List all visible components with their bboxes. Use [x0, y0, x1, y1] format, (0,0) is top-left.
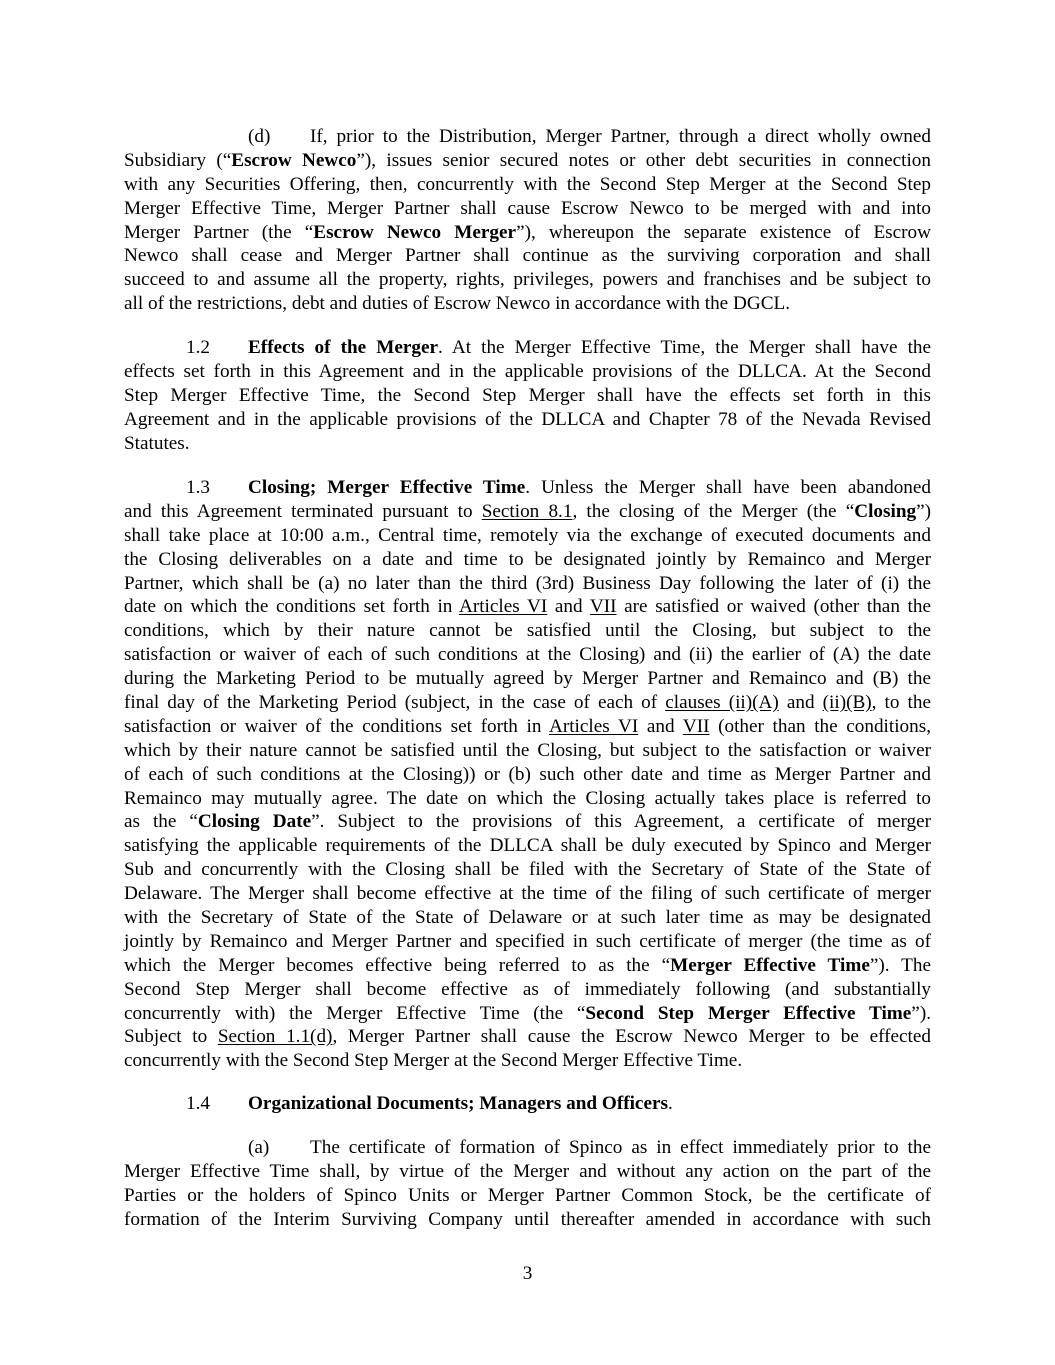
- text-line: with the Secretary of State of the State of Delaware or at such later time as may be designated: [124, 907, 931, 929]
- defined-term: Second Step Merger Effective Time: [585, 1002, 912, 1024]
- section-heading: Organizational Documents; Managers and Officers: [248, 1093, 668, 1114]
- text-line: conditions, which by their nature cannot be satisfied until the Closing, but subject to the: [124, 620, 931, 642]
- text-line: Newco shall cease and Merger Partner shall continue as the surviving corporation and shall: [124, 245, 931, 267]
- page-number: 3: [522, 1263, 533, 1284]
- text-line: Second Step Merger shall become effective as of immediately following (and substantially: [124, 978, 931, 1000]
- text-line: which by their nature cannot be satisfied until the Closing, but subject to the satisfaction or waiver: [124, 739, 931, 761]
- text-line: 1.3 Closing; Merger Effective Time. Unless the Merger shall have been abandoned: [186, 477, 932, 498]
- cross-reference-link[interactable]: Articles VI: [458, 596, 548, 618]
- text-line: Parties or the holders of Spinco Units or Merger Partner Common Stock, be the certificate of: [124, 1184, 931, 1206]
- cross-reference-link[interactable]: Section 1.1(d): [217, 1026, 333, 1048]
- text-line: (d) If, prior to the Distribution, Merger Partner, through a direct wholly owned: [248, 126, 931, 147]
- text-line: succeed to and assume all the property, rights, privileges, powers and franchises and be subject to: [124, 269, 931, 291]
- text-line: during the Marketing Period to be mutually agreed by Merger Partner and Remainco and (B) the: [124, 668, 931, 690]
- text-line: Merger Partner (the “Escrow Newco Merger”), whereupon the separate existence of Escrow: [124, 221, 932, 243]
- defined-term: Escrow Newco: [231, 149, 357, 171]
- text-line: satisfying the applicable requirements of the DLLCA shall be duly executed by Spinco and Merger: [124, 835, 931, 857]
- text-line: with any Securities Offering, then, concurrently with the Second Step Merger at the Second Step: [124, 173, 931, 195]
- text-line: Step Merger Effective Time, the Second Step Merger shall have the effects set forth in this: [124, 384, 931, 406]
- section-number: 1.3: [186, 477, 210, 498]
- text-line: satisfaction or waiver of each of such conditions at the Closing) and (ii) the earlier of (A) the date: [124, 644, 931, 666]
- text-line: shall take place at 10:00 a.m., Central time, remotely via the exchange of executed documents and: [124, 524, 931, 546]
- text-line: Delaware. The Merger shall become effective at the time of the filing of such certificate of merger: [124, 883, 931, 905]
- section-number: 1.4: [186, 1093, 210, 1114]
- defined-term: Merger Effective Time: [670, 954, 870, 976]
- section-number: 1.2: [186, 337, 210, 358]
- text-line: all of the restrictions, debt and duties of Escrow Newco in accordance with the DGCL.: [124, 293, 791, 315]
- cross-reference-link[interactable]: clauses (ii)(A): [665, 692, 779, 714]
- text-line: formation of the Interim Surviving Company until thereafter amended in accordance with such: [124, 1208, 931, 1230]
- paragraph-1-4-a: [124, 1136, 931, 1232]
- text-line: satisfaction or waiver of the conditions set forth in Articles VI and VII (other than the conditions,: [124, 715, 931, 737]
- text-line: Merger Effective Time, Merger Partner shall cause Escrow Newco to be merged with and into: [124, 197, 931, 219]
- section-heading: Effects of the Merger: [248, 337, 439, 358]
- clause-label: (d): [248, 126, 271, 147]
- defined-term: Closing: [854, 500, 917, 522]
- cross-reference-link[interactable]: Articles VI: [548, 715, 639, 737]
- text-line: the Closing deliverables on a date and time to be designated jointly by Remainco and Merger: [124, 548, 931, 570]
- defined-term: Closing Date: [197, 811, 312, 833]
- text-line: effects set forth in this Agreement and in the applicable provisions of the DLLCA. At the Second: [124, 360, 931, 382]
- text-line: which the Merger becomes effective being referred to as the “Merger Effective Time”). The: [124, 954, 931, 976]
- text-line: jointly by Remainco and Merger Partner and specified in such certificate of merger (the time as of: [124, 930, 931, 952]
- text-line: 1.4 Organizational Documents; Managers and Officers.: [186, 1093, 673, 1114]
- text-line: (a) The certificate of formation of Spinco as in effect immediately prior to the: [248, 1137, 931, 1158]
- text-line: concurrently with) the Merger Effective Time (the “Second Step Merger Effective Time”).: [124, 1002, 931, 1024]
- cross-reference-link[interactable]: VII: [589, 596, 617, 618]
- text-line: Agreement and in the applicable provisions of the DLLCA and Chapter 78 of the Nevada Revised: [124, 408, 931, 430]
- text-line: 1.2 Effects of the Merger. At the Merger Effective Time, the Merger shall have the: [186, 337, 932, 358]
- clause-label: (a): [248, 1137, 270, 1158]
- text-line: Partner, which shall be (a) no later than the third (3rd) Business Day following the later of (i) the: [124, 572, 931, 594]
- text-line: date on which the conditions set forth in Articles VI and VII are satisfied or waived (other than the: [124, 596, 931, 618]
- text-line: final day of the Marketing Period (subject, in the case of each of clauses (ii)(A) and (ii)(B), to the: [124, 692, 931, 714]
- text-line: Merger Effective Time shall, by virtue of the Merger and without any action on the part of the: [124, 1160, 931, 1182]
- text-line: and this Agreement terminated pursuant to Section 8.1, the closing of the Merger (the “Closing”): [124, 500, 931, 522]
- defined-term: Escrow Newco Merger: [313, 221, 517, 243]
- text-line: concurrently with the Second Step Merger at the Second Merger Effective Time.: [124, 1050, 743, 1072]
- cross-reference-link[interactable]: VII: [682, 715, 710, 737]
- text-line: as the “Closing Date”. Subject to the provisions of this Agreement, a certificate of merger: [124, 811, 931, 833]
- paragraph-1-1-d: [124, 125, 931, 316]
- text-line: of each of such conditions at the Closing)) or (b) such other date and time as Merger Partner and: [124, 763, 931, 785]
- text-line: Subject to Section 1.1(d), Merger Partner shall cause the Escrow Newco Merger to be effected: [124, 1026, 931, 1048]
- section-heading: Closing; Merger Effective Time: [248, 477, 526, 498]
- section-1-3: [124, 476, 931, 1073]
- cross-reference-link[interactable]: (ii)(B): [822, 692, 872, 714]
- text-line: Remainco may mutually agree. The date on which the Closing actually takes place is referred to: [124, 787, 931, 809]
- text-line: Statutes.: [124, 432, 190, 454]
- cross-reference-link[interactable]: Section 8.1: [481, 500, 573, 522]
- text-line: Sub and concurrently with the Closing shall be filed with the Secretary of State of the State of: [124, 859, 931, 881]
- section-1-4: [124, 1092, 931, 1116]
- text-line: Subsidiary (“Escrow Newco”), issues senior secured notes or other debt securities in connection: [124, 149, 931, 171]
- section-1-2: [124, 336, 931, 455]
